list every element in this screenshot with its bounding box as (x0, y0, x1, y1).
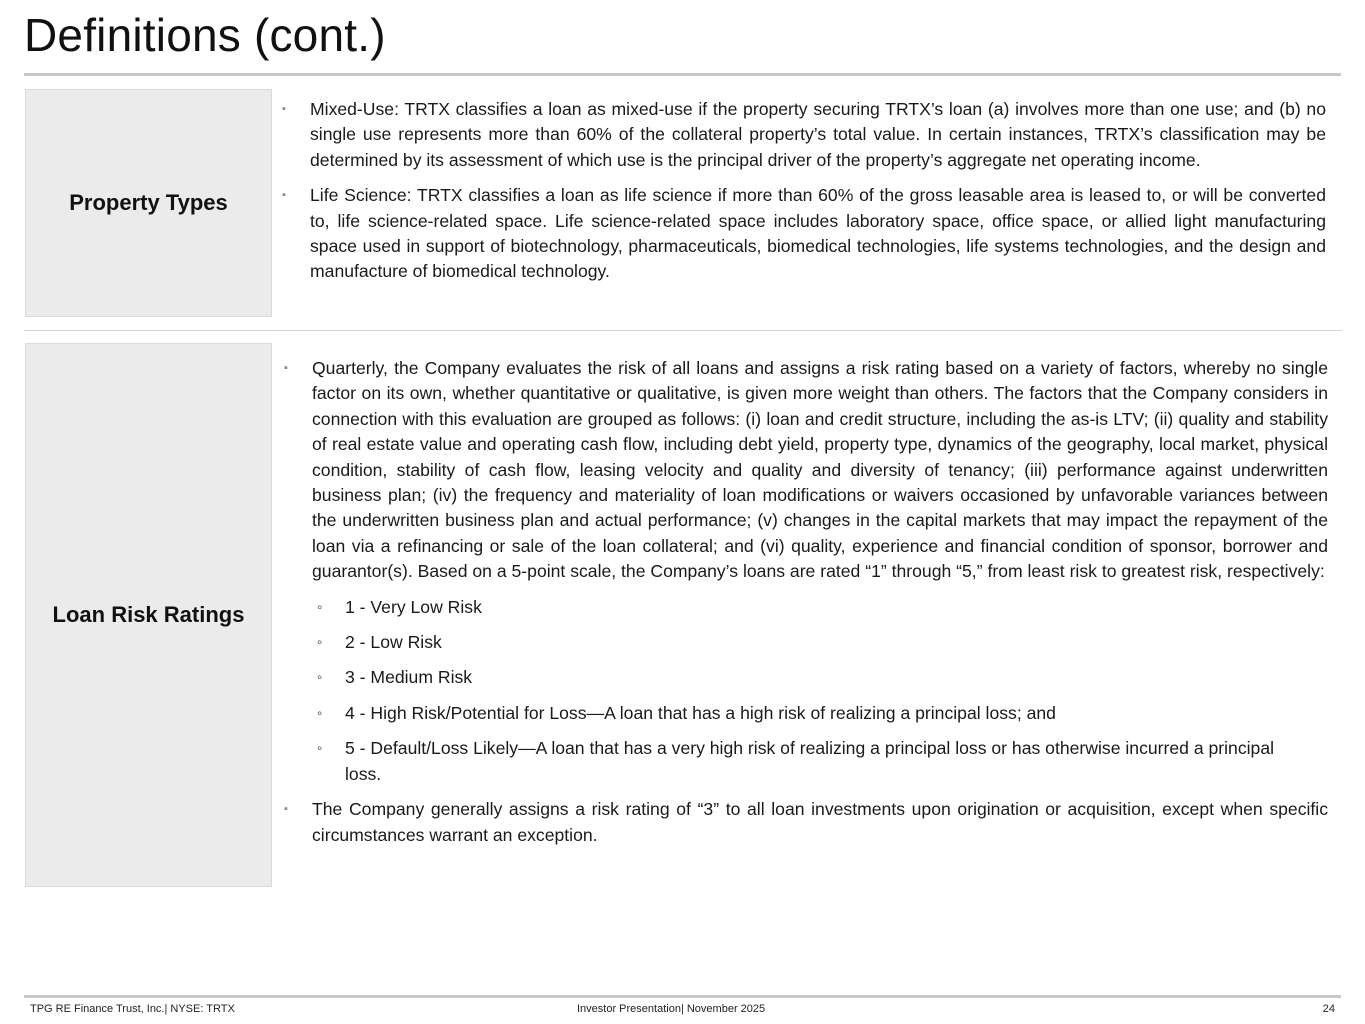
loan-risk-ratings-label-text: Loan Risk Ratings (52, 602, 245, 627)
risk-rating-5: ◦ 5 - Default/Loss Likely—A loan that has a very high risk of realizing a principal loss or has otherwise incurred a principal loss. (312, 736, 1328, 787)
risk-rating-4: ◦ 4 - High Risk/Potential for Loss—A loan that has a high risk of realizing a principal loss; and (312, 701, 1328, 726)
risk-rating-3: ◦ 3 - Medium Risk (312, 665, 1328, 690)
risk-rating-1: ◦ 1 - Very Low Risk (312, 595, 1328, 620)
risk-rating-intro: ▪ Quarterly, the Company evaluates the risk of all loans and assigns a risk rating based on a variety of factors, whereby no single factor on its own, whether quantitative or qualitative, is given more weight than others. The factors that the Company considers in connection with this evaluation are grouped as follows: (i) loan and credit structure, including the as-is LTV; (ii) quality and stability of real estate value and operating cash flow, including debt yield, property type, dynamics of the geography, local market, physical condition, stability of cash flow, leasing velocity and quality and diversity of tenancy; (iii) performance against underwritten business plan; (iv) the frequency and materiality of loan modifications or waivers occasioned by unfavorable variances between the underwritten business plan and actual performance; (v) changes in the capital markets that may impact the repayment of the loan via a refinancing or sale of the loan collateral; and (vi) quality, experience and financial condition of sponsor, borrower and guarantor(s). Based on a 5-point scale, the Company’s loans are rated “1” through “5,” from least risk to greatest risk, respectively: (284, 356, 1328, 585)
footer-divider (24, 995, 1341, 998)
property-type-life-science: ▪ Life Science: TRTX classifies a loan as life science if more than 60% of the gross leasable area is leased to, or will be converted to, life science-related space. Life science-related space includes laboratory space, office space, or allied light manufacturing space used in support of biotechnology, pharmaceuticals, biomedical technologies, life systems technologies, and the design and manufacture of biomedical technology. (282, 183, 1326, 285)
risk-rating-2: ◦ 2 - Low Risk (312, 630, 1328, 655)
loan-risk-ratings-content (284, 356, 1328, 848)
page-number: 24 (1322, 1003, 1335, 1015)
title-divider (24, 73, 1341, 76)
property-types-label-text: Property Types (69, 190, 228, 215)
property-type-mixed-use: ▪ Mixed-Use: TRTX classifies a loan as mixed-use if the property securing TRTX’s loan (a) involves more than one use; and (b) no single use represents more than 60% of the collateral property’s total value. In certain instances, TRTX’s classification may be determined by its assessment of which use is the principal driver of the property’s aggregate net operating income. (282, 97, 1326, 173)
footer-presentation: Investor Presentation| November 2025 (577, 1003, 766, 1015)
property-types-label (25, 89, 272, 317)
page-title: Definitions (cont.) (24, 9, 386, 61)
loan-risk-ratings-label (25, 343, 272, 887)
property-types-content (282, 97, 1326, 285)
footer-company: TPG RE Finance Trust, Inc.| NYSE: TRTX (30, 1003, 235, 1015)
risk-rating-closing: ▪ The Company generally assigns a risk rating of “3” to all loan investments upon origination or acquisition, except when specific circumstances warrant an exception. (284, 797, 1328, 848)
section-divider (24, 330, 1342, 331)
